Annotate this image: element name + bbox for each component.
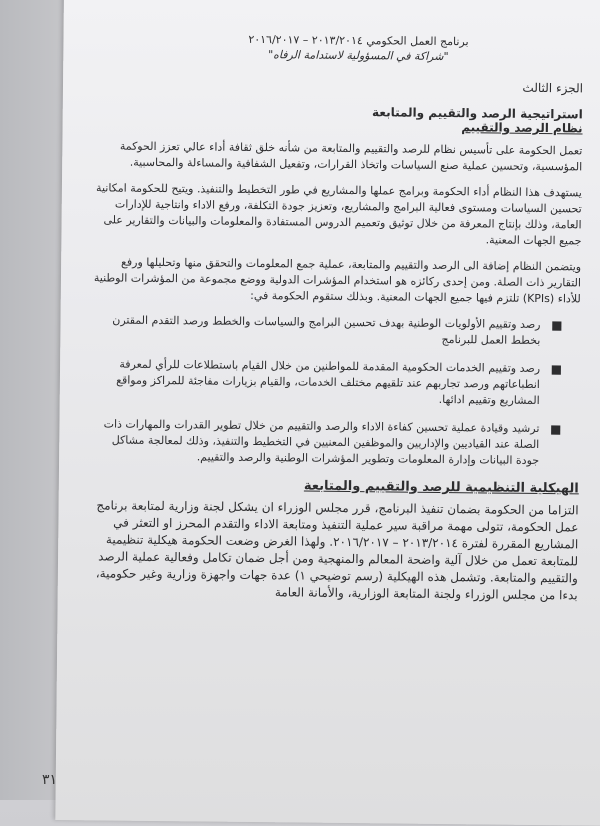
bullet-item: [89, 416, 561, 469]
paragraph: ويتضمن النظام إضافة الى الرصد والتقييم والمتابعة، عملية جمع المعلومات والتحقق منها وتحليلها ورفع التقارير ذات الصلة. ومن إحدى ركائزه هو استخدام المؤشرات الدولية ووضع مجموعة من المؤشرات الوطنية للأداء (KPIs) تلتزم فيها جميع الجهات المعنية. وبذلك ستقوم الحكومة في:: [93, 255, 582, 306]
paragraph: التزاما من الحكومة بضمان تنفيذ البرنامج، قرر مجلس الوزراء ان يشكل لجنة وزارية لمتابعة برنامج عمل الحكومة، تتولى مهمة مراقبة سير عملية التنفيذ ومتابعة الاداء والتقدم المحرز او التعثر في المشاريع المقررة لفترة ٢٠١٣/٢٠١٤ – ٢٠١٦/٢٠١٧. ولهذا الغرض وضعت الحكومة هيكلية تنظيمية للمتابعة تعمل من خلال آلية واضحة المعالم والمنهجية ومن أجل ضمان تكامل وفعالية عملية الرصد والتقييم والمتابعة. وتشمل هذه الهيكلية (رسم توضيحي ١) عدة جهات واجهزة وزارية وغير حكومية، بدءا من مجلس الوزراء ولجنة المتابعة الوزارية، والأمانة العامة: [95, 498, 579, 603]
final-section: [88, 497, 579, 604]
bullet-text: ترشيد وقيادة عملية تحسين كفاءة الاداء والرصد والتقييم من خلال تطوير القدرات والمهارات ذات الصلة عند القياديين والإداريين والموظفين المعنيين في التخطيط والتنفيذ، وذلك لمعالجة مشاكل جودة البيانات وإدارة المعلومات وتطوير المؤشرات الوطنية والرصد والتقييم.: [103, 417, 540, 468]
bullet-icon: ■: [551, 318, 563, 333]
system-heading: نظام الرصد والتقييم: [461, 120, 583, 136]
bullet-text: رصد وتقييم الأولويات الوطنية بهدف تحسين البرامج والسياسات والخطط ورصد التقدم المقترن بخطط العمل للبرنامج: [112, 313, 541, 348]
document-page: [55, 0, 600, 826]
page-number: ٣١: [42, 772, 58, 788]
bullet-item: [90, 312, 562, 349]
section-heading: الهيكلية التنظيمية للرصد والتقييم والمتابعة: [303, 478, 579, 497]
bullet-list: [89, 312, 563, 469]
document-header: [93, 30, 583, 65]
header-subtitle: "شراكة في المسؤولية لاستدامة الرفاه": [268, 48, 449, 64]
bullet-icon: ■: [550, 362, 563, 377]
part-heading: الجزء الثالث: [522, 80, 584, 96]
bullet-icon: ■: [550, 422, 562, 437]
strategy-heading: استراتيجية الرصد والتقييم والمتابعة: [371, 105, 583, 122]
paragraph: تعمل الحكومة على تأسيس نظام للرصد والتقييم والمتابعة من شأنه خلق ثقافة أداء عالي تعزز الحوكمة المؤسسية، وتحسين عملية صنع السياسات واتخاذ القرارات، وتفعيل الشفافية والمساءلة والمحاسبية.: [119, 139, 583, 174]
paragraph: يستهدف هذا النظام أداء الحكومة وبرامج عملها والمشاريع في طور التخطيط والتنفيذ. ويتيح للحكومة امكانية تحسين السياسات ومستوى فعالية البرامج والمشاريع، وتعزيز جودة التكلفة، ورفع الاداء وانتاجية للإدارات العامة، وذلك بإنتاج المعرفة من خلال توثيق وتعميم الدروس المستفادة والمعلومات والبيانات والتقارير على جميع الجهات المعنية.: [96, 181, 582, 248]
bullet-item: [90, 356, 562, 409]
bullet-text: رصد وتقييم الخدمات الحكومية المقدمة للمواطنين من خلال القيام باستطلاعات للرأي لمعرفة انطباعاتهم ورصد تجاربهم عند تلقيهم مختلف الخدمات، والقيام بزيارات مفاجئة للمراكز ومواقع المشاريع وتقييم ادائها.: [116, 357, 541, 408]
header-title: برنامج العمل الحكومي ٢٠١٣/٢٠١٤ – ٢٠١٦/٢٠١٧: [248, 32, 469, 49]
document-content: [88, 30, 584, 614]
